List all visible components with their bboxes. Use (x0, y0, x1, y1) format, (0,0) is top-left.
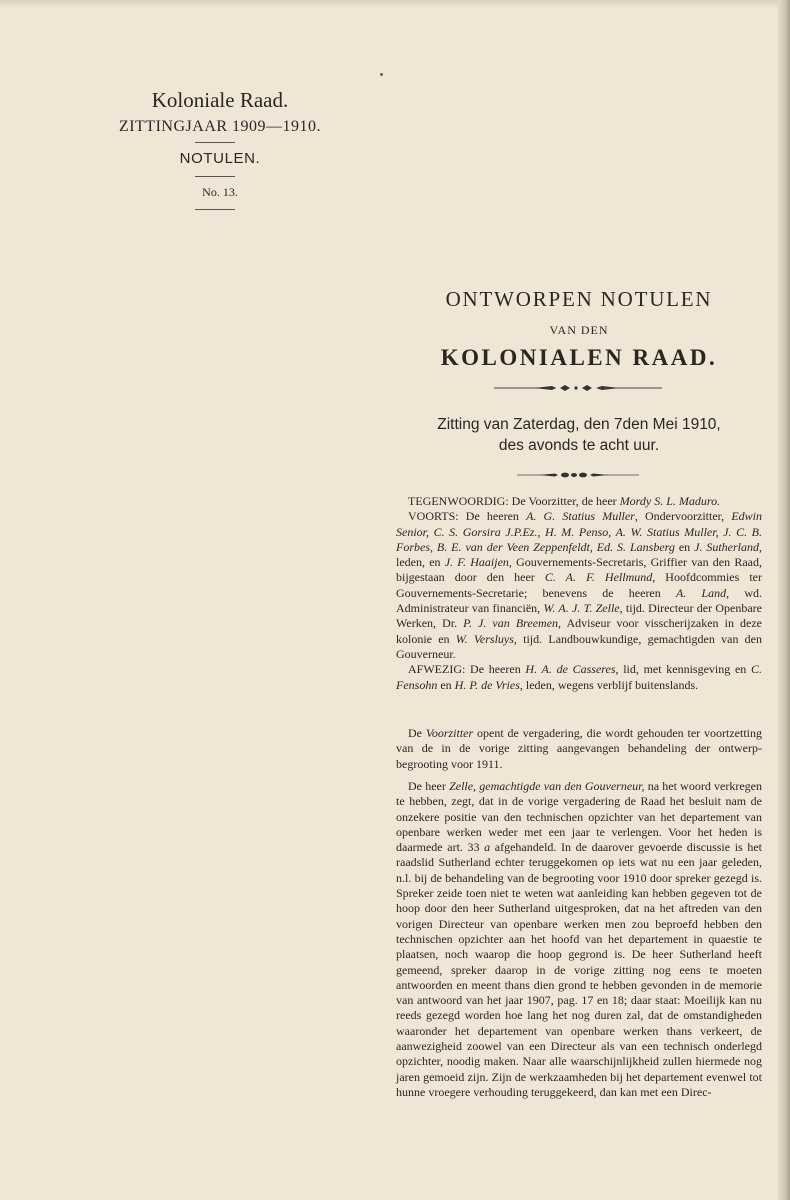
speaker-ref: Zelle, gemachtigde van den Gouverneur, (449, 779, 645, 793)
chairman-name: Mordy S. L. Maduro. (619, 494, 721, 508)
zelle-text (396, 779, 762, 1100)
person-name: H. P. de Vries (454, 677, 520, 692)
ink-speck (380, 73, 383, 76)
person-name: A. G. Statius Muller (526, 509, 635, 524)
role-text: , Hoofdcommies ter Gouvernements-Secretarie; benevens de heeren (396, 570, 762, 600)
header-rule-1 (195, 142, 235, 143)
opening-paragraph (396, 726, 762, 772)
role-text: , leden, en (396, 539, 762, 570)
session-date: Zitting van Zaterdag, den 7den Mei 1910, (437, 416, 721, 433)
ornament-rule-2 (517, 471, 641, 479)
person-name: C. A. F. Hellmund (544, 570, 653, 585)
conjunction: en (674, 539, 695, 554)
role-text: , Adviseur voor visscherijzaken in deze kolonie en (396, 616, 763, 646)
ornament-rule-1 (494, 383, 664, 393)
opening-pre: De (408, 726, 426, 740)
session-year: ZITTINGJAAR 1909—1910. (118, 118, 322, 135)
council-name: Koloniale Raad. (151, 88, 289, 112)
role-text: , tijd. Directeur der Openbare Werken, Dr. (396, 601, 762, 631)
issue-number: No. 13. (202, 185, 238, 199)
council-title: KOLONIALEN RAAD. (440, 345, 718, 370)
opening-rest: opent de vergadering, die wordt gehouden ter voortzetting van de in de vorige zitting aangevangen behandeling der ontwerp-begrooting voor 1911. (396, 726, 762, 771)
title-connector: VAN DEN (549, 323, 609, 337)
also-label: VOORTS (408, 509, 456, 524)
page-edge-shadow (778, 0, 790, 1200)
person-name: J. F. Haaijen (444, 555, 509, 570)
absent-paragraph (396, 662, 762, 693)
zelle-text-a: na het woord verkregen te hebben, zegt, dat in de vorige vergadering de Raad het besluit nam de onzekere positie van den technischen opzichter van het departement van openbare werken weder met een jaar te verlengen. Voor het heden is daarmede art. 33 (396, 779, 762, 855)
document-title: ONTWORPEN NOTULEN (445, 287, 713, 311)
role-text: , Gouvernements-Secretaris, Griffier van den Raad, bijgestaan door den heer (396, 555, 762, 585)
page-top-shadow (0, 0, 790, 8)
zelle-text-b: afgehandeld. In de daarover gevoerde discussie is het raadslid Sutherland echter teruggekomen op iets wat nu een jaar geleden, n.l. bij de behandeling van de begrooting voor 1910 door spreker gezegd is. Spreker zeide toen niet te weten wat aanleiding kan hebben gegeven tot de hoop door den heer Sutherland uitgesproken, dat na het aftreden van den vorigen Directeur van openbare werken men zou beproefd hebben den technischen opzichter aan het hoofd van het departement in quaestie te plaatsen, noch waarop die hoop gegrond is. De heer Sutherland heeft gemeend, spreker daarop in de vorige zitting nog eens te moeten antwoorden en meent thans dien grond te hebben gevonden in de memorie van antwoord van het jaar 1907, pag. 17 en 18; daar staat: Moeilijk kan nu reeds gezegd worden hoe lang het nog duren zal, dat de omstandigheden waaronder het departement van openbare werken thans verkeert, de aanwezigheid zoowel van een Directeur als van een technisch onderlegd opzichter, noodig maken. Naar alle waarschijnlijkheid zullen hiermede nog jaren gemoeid zijn. Zijn de werkzaamheden bij het departement evenwel tot hunne vroegere verhouding teruggekeerd, dan kan met een Direc- (396, 840, 762, 1099)
present-text: : De Voorzitter, de heer (505, 494, 620, 508)
chairman-ref: Voorzitter (425, 726, 474, 740)
absent-label: AFWEZIG (408, 662, 462, 677)
article-letter: a (484, 840, 491, 855)
person-name: W. Versluys (455, 631, 514, 646)
session-time: des avonds te acht uur. (498, 437, 660, 454)
person-name: A. Land (675, 585, 727, 600)
attendance-block (396, 494, 762, 693)
opening-text (396, 726, 762, 772)
also-present-paragraph (396, 509, 762, 662)
person-name: C. Fensohn (396, 662, 762, 692)
role-text: , Ondervoorzitter, (634, 509, 732, 524)
conjunction: en (437, 677, 455, 692)
header-rule-3 (195, 209, 235, 210)
absent-text: : De heeren (462, 662, 526, 677)
header-rule-2 (195, 176, 235, 177)
zelle-paragraph (396, 779, 762, 1100)
person-name: P. J. van Breemen (463, 616, 559, 631)
person-name: H. A. de Casseres (525, 662, 616, 677)
role-text: , wd. Administrateur van financiën, (396, 585, 762, 616)
role-text: , leden, wegens verblijf buitenslands. (519, 677, 699, 692)
present-paragraph (396, 494, 762, 509)
role-text: , lid, met kennisgeving en (615, 662, 751, 677)
role-text: , tijd. Landbouwkundige, gemachtigden van den Gouverneur. (396, 631, 762, 661)
section-title: NOTULEN. (179, 150, 261, 167)
also-text: : De heeren (455, 509, 527, 524)
zelle-pre: De heer (408, 779, 450, 793)
person-names: Edwin Senior, C. S. Gorsira J.P.Ez., H. M. Penso, A. W. Statius Muller, J. C. B. Forbes, B. E. van der Veen Zeppenfeldt, Ed. S. Lansberg (396, 509, 762, 554)
person-name: J. Sutherland (694, 539, 759, 554)
present-label: TEGENWOORDIG (408, 494, 506, 508)
session-heading (395, 414, 763, 456)
person-name: W. A. J. T. Zelle (543, 601, 620, 616)
